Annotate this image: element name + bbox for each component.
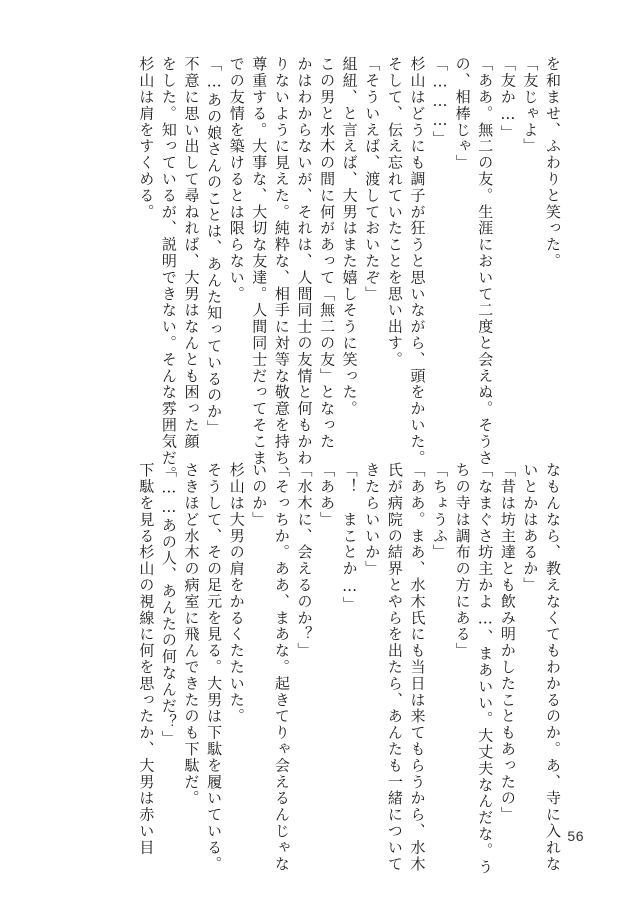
text-line: 杉山は大男の肩をかるくたたいた。 — [227, 462, 246, 725]
text-line: 尊重する。大事な、大切な友達。人間同士だってそこま — [250, 56, 269, 466]
text-line: 杉山は肩をすくめる。 — [137, 56, 156, 220]
text-line: 不意に思い出して尋ねれば、大男はなんとも困った顔 — [182, 56, 201, 450]
text-line: を和ませ、ふわりと笑った。 — [544, 56, 562, 270]
text-line: 「ああ。まあ、水木氏にも当日は来てもらうから、水木 — [408, 462, 427, 872]
text-line: 「…あの娘さんのことは、あんた知っているのか」 — [205, 56, 224, 437]
text-line: の、相棒じゃ」 — [453, 56, 472, 171]
text-line: そうして、その足元を見る。大男は下駄を履いている。 — [205, 462, 224, 872]
text-block-upper — [137, 56, 564, 483]
text-line: 「友か…」 — [498, 56, 517, 141]
text-line: 「………」 — [431, 56, 450, 147]
text-line: きたらいいか」 — [363, 462, 382, 577]
text-line: をした。知っているが、説明できない。そんな雰囲気だ。 — [159, 56, 178, 483]
text-line: さきほど水木の病室に飛んできたのも下駄だ。 — [182, 462, 201, 807]
text-line: この男と水木の間に何があって「無二の友」となった — [318, 56, 337, 450]
text-line: そして、伝え忘れていたことを思い出す。 — [385, 56, 404, 368]
text-line: 杉山はどうにも調子が狂うと思いながら、頭をかいた。 — [408, 56, 427, 466]
page-number: 56 — [567, 828, 584, 844]
text-line: での友情を築けるとは限らない。 — [227, 56, 246, 302]
text-line: 「なまぐさ坊主かよ…、まあいい。大丈夫なんだな。う — [476, 462, 495, 875]
text-line: いのか」 — [250, 462, 269, 528]
text-line: 「ああ。無二の友。生涯において二度と会えぬ。そうさ — [476, 56, 495, 466]
text-line: 「水木に、会えるのか？」 — [295, 462, 314, 659]
text-line: 「そういえば、渡しておいたぞ」 — [363, 56, 382, 302]
text-line: 「ちょうふ」 — [431, 462, 450, 561]
text-line: かはわからないが、それは、人間同士の友情と何もかわ — [295, 56, 314, 466]
text-line: ちの寺は調布の方にある」 — [453, 462, 472, 659]
text-line: 「……あの人、あんたの何なんだ？」 — [159, 462, 178, 747]
text-line: 組紐、と言えば、大男はまた嬉しそうに笑った。 — [340, 56, 359, 417]
text-line: 「昔は坊主達とも飲み明かしたこともあったの」 — [498, 462, 517, 823]
text-line: いとかはあるか」 — [521, 462, 540, 594]
text-line: 「ああ」 — [318, 462, 337, 528]
text-line: 下駄を見る杉山の視線に何を思ったか、大男は赤い目 — [137, 462, 156, 856]
text-line: 「そっちか。ああ、まあな。起きてりゃ会えるんじゃな — [272, 462, 291, 872]
text-line: なもんなら、教えなくてもわかるのか。あ、寺に入れな — [544, 462, 562, 872]
text-line: 氏が病院の結界とやらを出たら、あんたも一緒について — [385, 462, 404, 872]
text-line: りないように見えた。純粋な、相手に対等な敬意を持ち、 — [272, 56, 291, 483]
text-block-lower — [137, 462, 564, 875]
text-line: 「！ まことか…」 — [340, 462, 359, 613]
text-line: 「友じゃよ」 — [521, 56, 540, 155]
